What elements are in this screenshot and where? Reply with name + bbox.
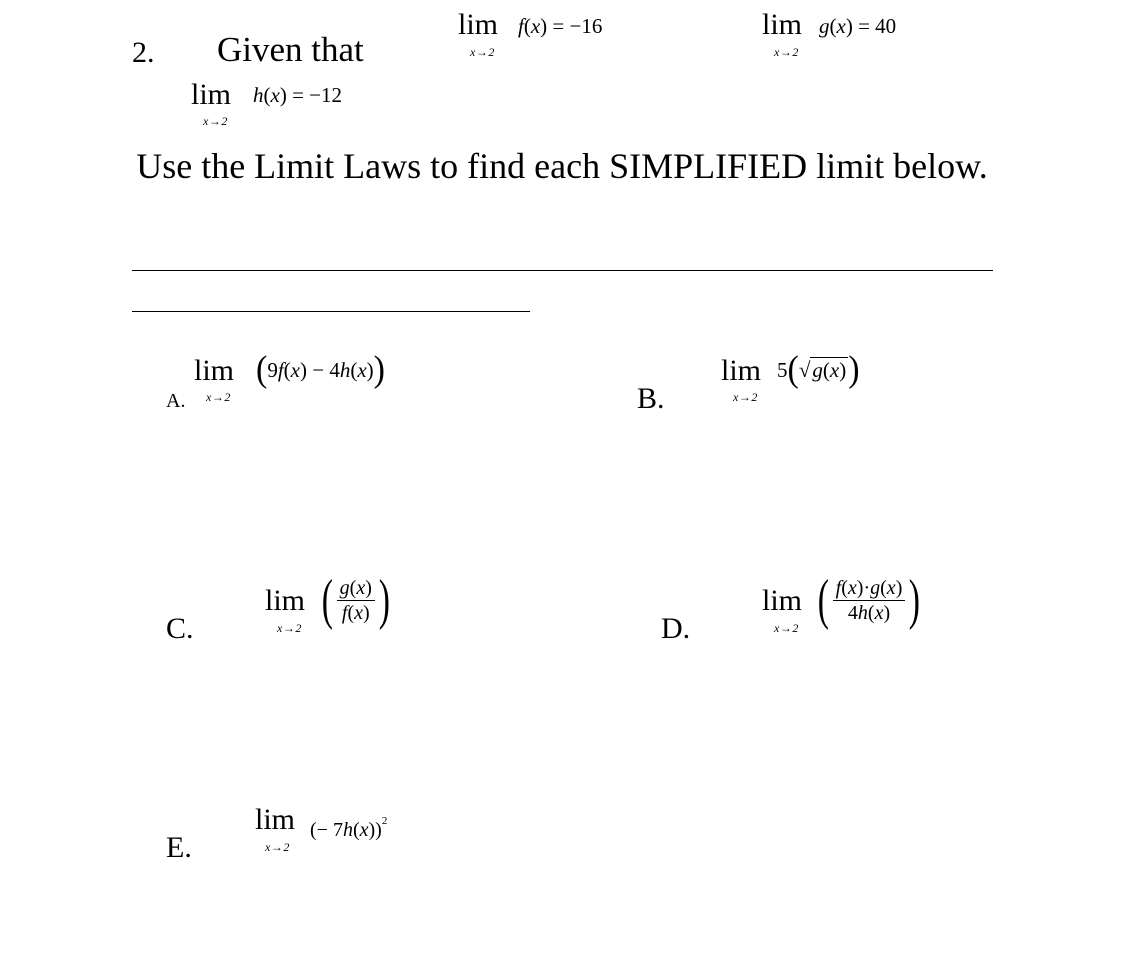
lim-word: lim: [191, 78, 232, 111]
given-expression: f(x) = −16: [518, 14, 603, 38]
lim-subscript: x→2: [470, 45, 495, 59]
part-c-label: C.: [166, 612, 194, 645]
problem-number: 2.: [132, 36, 155, 69]
lim-subscript: x→2: [733, 390, 758, 404]
lim-word: lim: [194, 354, 235, 387]
lim-word: lim: [255, 803, 296, 836]
lim-word: lim: [762, 8, 803, 41]
part-e-label: E.: [166, 831, 192, 864]
lim-subscript: x→2: [774, 621, 799, 635]
lim-subscript: x→2: [277, 621, 302, 635]
part-c-expression: ( $\frac{g(x)}{f(x)}$ ): [321, 569, 390, 631]
part-a-label: A.: [166, 390, 186, 412]
fraction: $\frac{f(x)\cdot g(x)}{4h(x)}$: [833, 577, 906, 624]
part-e-expression: (− 7h(x))$^2$: [310, 815, 388, 841]
given-expression: h(x) = −12: [253, 83, 343, 107]
fraction: $\frac{g(x)}{f(x)}$: [337, 577, 375, 624]
part-d-expression: ( $\frac{f(x)\cdot g(x)}{4h(x)}$ ): [817, 569, 921, 631]
lim-subscript: x→2: [774, 45, 799, 59]
instructions: Use the Limit Laws to find each SIMPLIFIED limit below.: [136, 146, 988, 186]
lim-subscript: x→2: [265, 840, 290, 854]
part-a-expression: (9f(x) − 4h(x)): [256, 349, 385, 390]
lim-subscript: x→2: [203, 114, 228, 128]
sqrt-symbol: √: [798, 358, 811, 382]
answer-line-1: [132, 270, 993, 271]
part-b-label: B.: [637, 382, 665, 415]
part-b-expression: 5(√g(x)): [777, 349, 860, 390]
given-expression: g(x) = 40: [819, 14, 897, 38]
lim-word: lim: [265, 584, 306, 617]
lim-word: lim: [458, 8, 499, 41]
lim-word: lim: [762, 584, 803, 617]
lim-word: lim: [721, 354, 762, 387]
lim-subscript: x→2: [206, 390, 231, 404]
intro-text: Given that: [217, 30, 364, 69]
part-d-label: D.: [661, 612, 691, 645]
answer-line-2: [132, 311, 530, 312]
